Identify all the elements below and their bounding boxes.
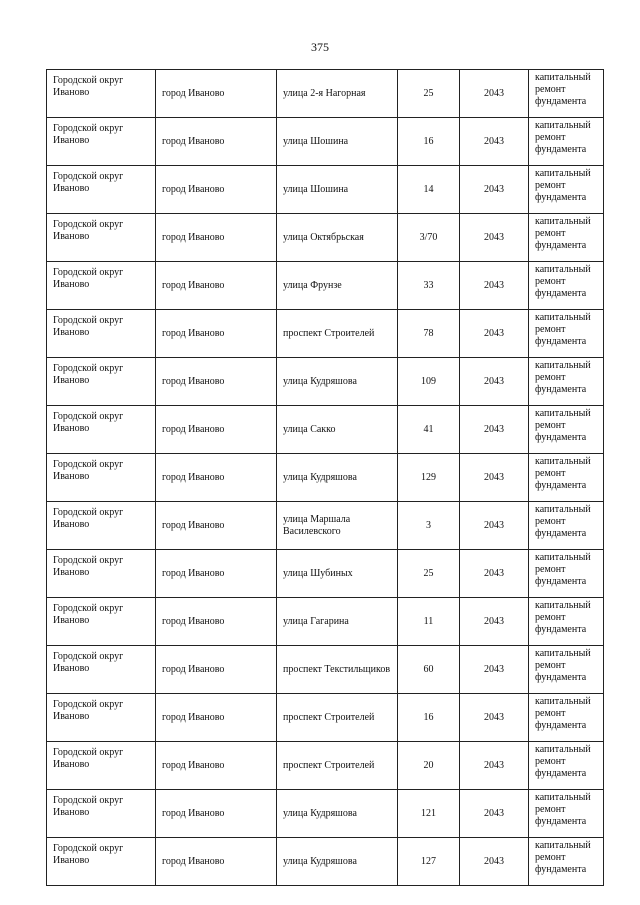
house-number-cell: 3/70: [398, 214, 460, 262]
year-cell: 2043: [460, 118, 529, 166]
city-cell: город Иваново: [156, 214, 277, 262]
city-cell: город Иваново: [156, 70, 277, 118]
work-type-cell: капитальный ремонт фундамента: [529, 838, 604, 886]
house-number-cell: 20: [398, 742, 460, 790]
work-type-cell: капитальный ремонт фундамента: [529, 406, 604, 454]
region-cell: Городской округ Иваново: [47, 502, 156, 550]
work-type-cell: капитальный ремонт фундамента: [529, 70, 604, 118]
year-cell: 2043: [460, 406, 529, 454]
house-number-cell: 25: [398, 70, 460, 118]
house-number-cell: 11: [398, 598, 460, 646]
street-cell: улица Фрунзе: [277, 262, 398, 310]
street-cell: улица 2-я Нагорная: [277, 70, 398, 118]
street-cell: улица Кудряшова: [277, 790, 398, 838]
region-cell: Городской округ Иваново: [47, 838, 156, 886]
table-body: [47, 70, 604, 886]
work-type-cell: капитальный ремонт фундамента: [529, 310, 604, 358]
work-type-cell: капитальный ремонт фундамента: [529, 262, 604, 310]
city-cell: город Иваново: [156, 694, 277, 742]
city-cell: город Иваново: [156, 310, 277, 358]
house-number-cell: 25: [398, 550, 460, 598]
table-row: [47, 358, 604, 406]
table-row: [47, 262, 604, 310]
city-cell: город Иваново: [156, 646, 277, 694]
house-number-cell: 78: [398, 310, 460, 358]
work-type-cell: капитальный ремонт фундамента: [529, 646, 604, 694]
region-cell: Городской округ Иваново: [47, 454, 156, 502]
house-number-cell: 41: [398, 406, 460, 454]
city-cell: город Иваново: [156, 838, 277, 886]
region-cell: Городской округ Иваново: [47, 310, 156, 358]
table-row: [47, 70, 604, 118]
year-cell: 2043: [460, 310, 529, 358]
house-number-cell: 3: [398, 502, 460, 550]
table-row: [47, 598, 604, 646]
work-type-cell: капитальный ремонт фундамента: [529, 502, 604, 550]
city-cell: город Иваново: [156, 358, 277, 406]
street-cell: улица Сакко: [277, 406, 398, 454]
city-cell: город Иваново: [156, 502, 277, 550]
region-cell: Городской округ Иваново: [47, 118, 156, 166]
region-cell: Городской округ Иваново: [47, 550, 156, 598]
region-cell: Городской округ Иваново: [47, 598, 156, 646]
street-cell: улица Октябрьская: [277, 214, 398, 262]
city-cell: город Иваново: [156, 118, 277, 166]
region-cell: Городской округ Иваново: [47, 694, 156, 742]
table-row: [47, 166, 604, 214]
work-type-cell: капитальный ремонт фундамента: [529, 790, 604, 838]
table-row: [47, 310, 604, 358]
table-row: [47, 694, 604, 742]
street-cell: улица Гагарина: [277, 598, 398, 646]
house-number-cell: 16: [398, 118, 460, 166]
street-cell: улица Шошина: [277, 166, 398, 214]
street-cell: улица Кудряшова: [277, 838, 398, 886]
table-row: [47, 790, 604, 838]
year-cell: 2043: [460, 454, 529, 502]
work-type-cell: капитальный ремонт фундамента: [529, 358, 604, 406]
city-cell: город Иваново: [156, 406, 277, 454]
street-cell: улица Шубиных: [277, 550, 398, 598]
table-row: [47, 838, 604, 886]
region-cell: Городской округ Иваново: [47, 166, 156, 214]
table-row: [47, 646, 604, 694]
house-number-cell: 33: [398, 262, 460, 310]
work-type-cell: капитальный ремонт фундамента: [529, 214, 604, 262]
table-row: [47, 550, 604, 598]
year-cell: 2043: [460, 838, 529, 886]
repair-schedule-table: [46, 69, 604, 886]
year-cell: 2043: [460, 694, 529, 742]
house-number-cell: 127: [398, 838, 460, 886]
region-cell: Городской округ Иваново: [47, 790, 156, 838]
year-cell: 2043: [460, 166, 529, 214]
table-row: [47, 454, 604, 502]
house-number-cell: 14: [398, 166, 460, 214]
work-type-cell: капитальный ремонт фундамента: [529, 454, 604, 502]
region-cell: Городской округ Иваново: [47, 646, 156, 694]
street-cell: проспект Текстильщиков: [277, 646, 398, 694]
street-cell: улица Кудряшова: [277, 358, 398, 406]
house-number-cell: 16: [398, 694, 460, 742]
table-row: [47, 118, 604, 166]
table-row: [47, 742, 604, 790]
page-number: 375: [311, 40, 329, 54]
year-cell: 2043: [460, 646, 529, 694]
street-cell: улица Кудряшова: [277, 454, 398, 502]
region-cell: Городской округ Иваново: [47, 262, 156, 310]
year-cell: 2043: [460, 790, 529, 838]
year-cell: 2043: [460, 358, 529, 406]
year-cell: 2043: [460, 598, 529, 646]
city-cell: город Иваново: [156, 550, 277, 598]
city-cell: город Иваново: [156, 166, 277, 214]
region-cell: Городской округ Иваново: [47, 406, 156, 454]
city-cell: город Иваново: [156, 598, 277, 646]
region-cell: Городской округ Иваново: [47, 70, 156, 118]
year-cell: 2043: [460, 502, 529, 550]
year-cell: 2043: [460, 550, 529, 598]
region-cell: Городской округ Иваново: [47, 358, 156, 406]
table-row: [47, 502, 604, 550]
work-type-cell: капитальный ремонт фундамента: [529, 550, 604, 598]
house-number-cell: 109: [398, 358, 460, 406]
city-cell: город Иваново: [156, 262, 277, 310]
street-cell: проспект Строителей: [277, 310, 398, 358]
city-cell: город Иваново: [156, 742, 277, 790]
house-number-cell: 60: [398, 646, 460, 694]
work-type-cell: капитальный ремонт фундамента: [529, 118, 604, 166]
street-cell: проспект Строителей: [277, 742, 398, 790]
year-cell: 2043: [460, 214, 529, 262]
house-number-cell: 121: [398, 790, 460, 838]
year-cell: 2043: [460, 742, 529, 790]
region-cell: Городской округ Иваново: [47, 742, 156, 790]
street-cell: улица Шошина: [277, 118, 398, 166]
house-number-cell: 129: [398, 454, 460, 502]
city-cell: город Иваново: [156, 790, 277, 838]
region-cell: Городской округ Иваново: [47, 214, 156, 262]
work-type-cell: капитальный ремонт фундамента: [529, 694, 604, 742]
table-row: [47, 214, 604, 262]
work-type-cell: капитальный ремонт фундамента: [529, 598, 604, 646]
work-type-cell: капитальный ремонт фундамента: [529, 166, 604, 214]
table-row: [47, 406, 604, 454]
year-cell: 2043: [460, 70, 529, 118]
year-cell: 2043: [460, 262, 529, 310]
street-cell: проспект Строителей: [277, 694, 398, 742]
city-cell: город Иваново: [156, 454, 277, 502]
street-cell: улица Маршала Василевского: [277, 502, 398, 550]
work-type-cell: капитальный ремонт фундамента: [529, 742, 604, 790]
